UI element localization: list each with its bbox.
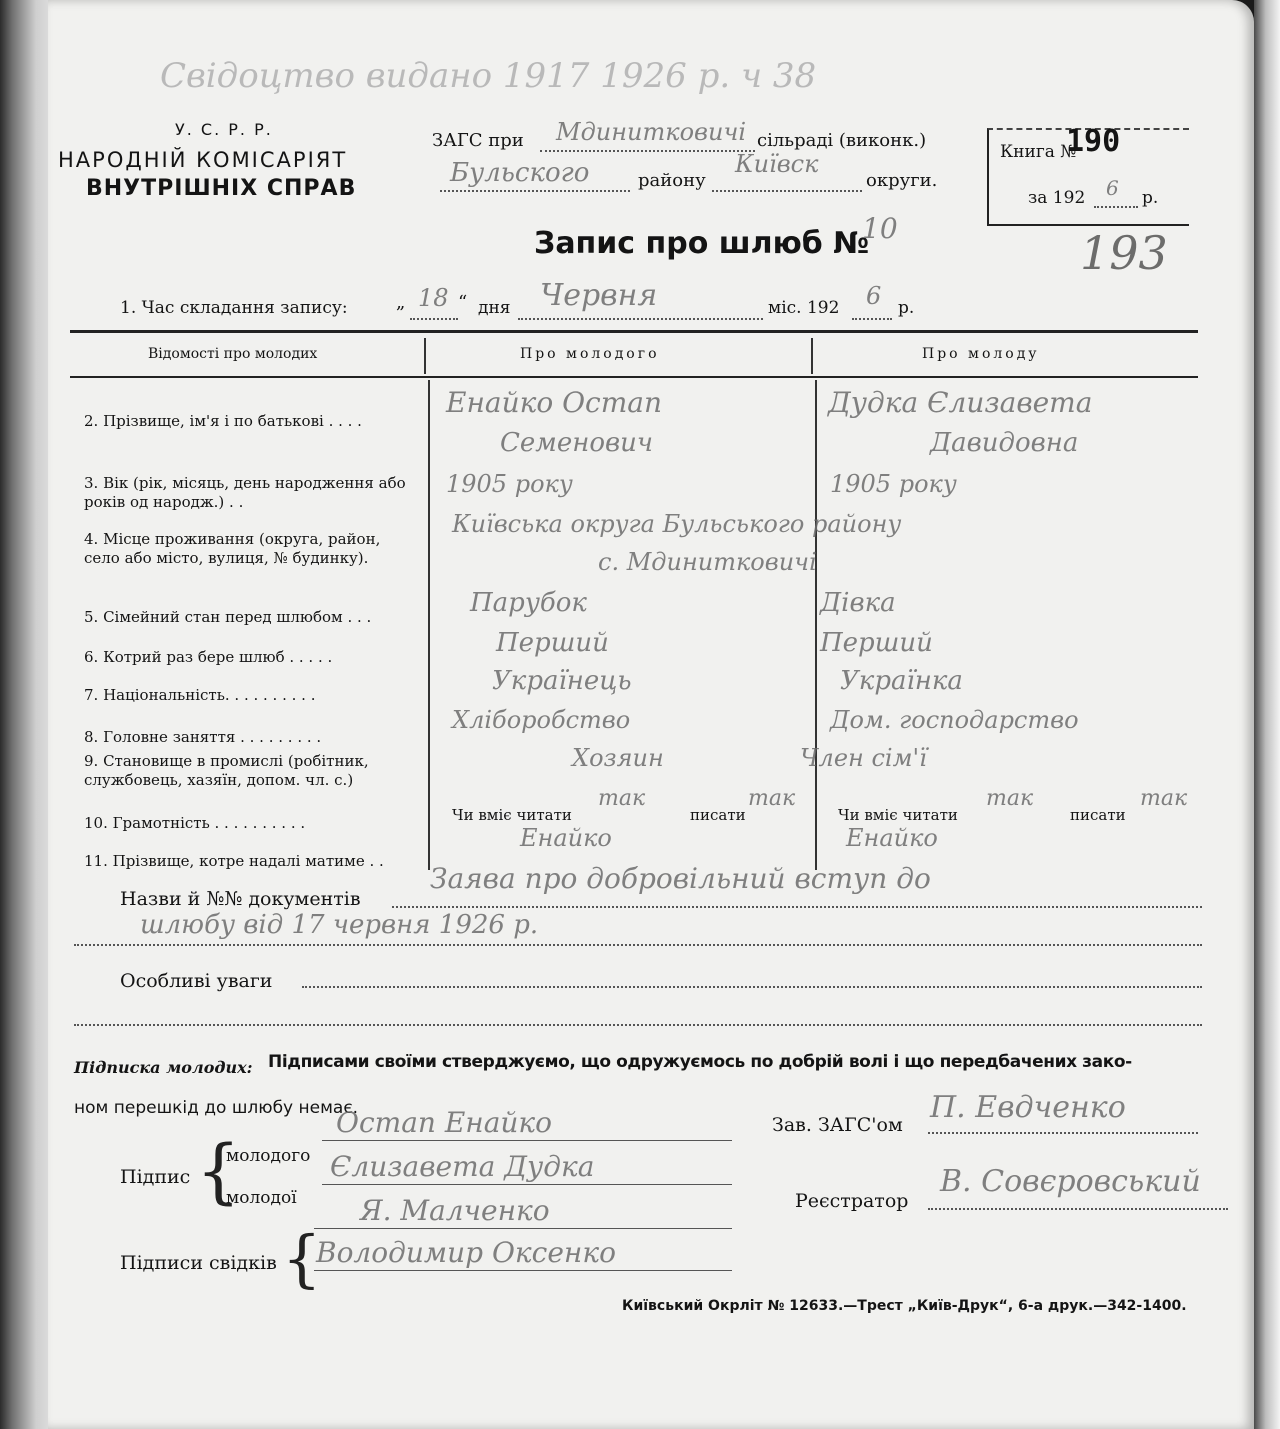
residence-handwritten: Київська округа Бульського району bbox=[452, 510, 902, 538]
item1-month-line bbox=[518, 318, 763, 320]
documents-line-2 bbox=[74, 944, 1202, 946]
zags-village-handwritten: Мдинитковичі bbox=[556, 118, 747, 146]
bride-sign-line bbox=[322, 1184, 732, 1185]
district-label: району bbox=[638, 170, 706, 191]
registrar-signature-handwritten: В. Совєровський bbox=[940, 1164, 1201, 1199]
bride-literacy-write-label: писати bbox=[1070, 806, 1126, 824]
groom-future-surname-handwritten: Енайко bbox=[520, 824, 612, 852]
col-header-bride: Про молоду bbox=[922, 346, 1040, 362]
groom-literacy-read-label: Чи вміє читати bbox=[452, 806, 572, 824]
registrar-line bbox=[928, 1208, 1228, 1210]
documents-handwritten-1: Заява про добровільний вступ до bbox=[430, 862, 931, 895]
bride-signature-handwritten: Єлизавета Дудка bbox=[330, 1150, 595, 1183]
district-handwritten: Бульского bbox=[450, 158, 590, 188]
item1-year-handwritten: 6 bbox=[866, 282, 882, 310]
row-label-marital: 5. Сімейний стан перед шлюбом . . . bbox=[84, 608, 372, 626]
row-label-future-surname: 11. Прізвище, котре надалі матиме . . bbox=[84, 852, 384, 870]
okrug-label: округи. bbox=[866, 170, 938, 191]
sign-brace: { bbox=[196, 1130, 241, 1212]
bride-marital-handwritten: Дівка bbox=[820, 588, 896, 618]
commissariat-label: НАРОДНІЙ КОМІСАРІЯТ bbox=[58, 148, 348, 172]
zags-village-line bbox=[540, 150, 755, 152]
bride-name-handwritten: Дудка Єлизавета bbox=[828, 386, 1093, 419]
faint-top-inscription: Свідоцтво видано 1917 1926 р. ч 38 bbox=[160, 56, 817, 96]
row-label-name: 2. Прізвище, ім'я і по батькові . . . . bbox=[84, 412, 362, 430]
zags-head-signature-handwritten: П. Евдченко bbox=[930, 1090, 1126, 1125]
okrug-line bbox=[712, 190, 862, 192]
groom-sign-line bbox=[322, 1140, 732, 1141]
bride-patronymic-handwritten: Давидовна bbox=[930, 428, 1079, 458]
zags-suffix: сільраді (виконк.) bbox=[757, 130, 927, 151]
table-col-divider-1 bbox=[428, 380, 430, 870]
witnesses-label: Підписи свідків bbox=[120, 1252, 277, 1274]
row-label-nationality: 7. Національність. . . . . . . . . . bbox=[84, 686, 316, 704]
row-label-occupation: 8. Головне заняття . . . . . . . . . bbox=[84, 728, 322, 746]
groom-occupation-handwritten: Хліборобство bbox=[452, 706, 631, 734]
row-label-age: 3. Вік (рік, місяць, день народження або років од народж.) . . bbox=[84, 474, 406, 511]
item1-label: 1. Час складання запису: bbox=[120, 298, 348, 318]
registrar-label: Реєстратор bbox=[795, 1190, 909, 1212]
item1-day-line bbox=[410, 318, 458, 320]
zags-head-label: Зав. ЗАГС'ом bbox=[772, 1114, 903, 1136]
bride-future-surname-handwritten: Енайко bbox=[846, 824, 938, 852]
row-label-times: 6. Котрий раз бере шлюб . . . . . bbox=[84, 648, 333, 666]
zags-prefix: ЗАГС при bbox=[432, 130, 524, 151]
pledge-line-1: Підписами своїми стверджуємо, що одружуємось по добрій волі і що передбачених зако- bbox=[268, 1052, 1132, 1072]
pledge-line-2: ном перешкід до шлюбу немає. bbox=[74, 1098, 359, 1118]
bride-read-handwritten: так bbox=[986, 786, 1034, 811]
item1-quote-open: „ bbox=[396, 292, 406, 313]
table-header-rule bbox=[70, 376, 1198, 378]
groom-sign-label: молодого bbox=[226, 1146, 311, 1166]
groom-read-handwritten: так bbox=[598, 786, 646, 811]
notes-label: Особливі уваги bbox=[120, 970, 273, 992]
internal-affairs-label: ВНУТРІШНІХ СПРАВ bbox=[86, 176, 357, 201]
pledge-lead: Підписка молодих: bbox=[74, 1058, 253, 1077]
documents-label: Назви й №№ документів bbox=[120, 888, 361, 910]
corner-number-handwritten: 193 bbox=[1080, 226, 1168, 280]
table-col-divider-header-2 bbox=[811, 338, 813, 374]
right-page-edge bbox=[1254, 0, 1280, 1429]
witness1-line bbox=[314, 1228, 732, 1229]
record-number-handwritten: 10 bbox=[862, 212, 898, 245]
notes-line-2 bbox=[74, 1024, 1202, 1026]
groom-patronymic-handwritten: Семенович bbox=[500, 428, 654, 458]
groom-age-handwritten: 1905 року bbox=[446, 470, 573, 498]
witness2-signature-handwritten: Володимир Оксенко bbox=[316, 1236, 616, 1269]
row-label-position: 9. Становище в промислі (робітник, службовець, хазяїн, допом. чл. с.) bbox=[84, 752, 369, 789]
witnesses-brace: { bbox=[282, 1222, 322, 1295]
table-col-divider-header-1 bbox=[424, 338, 426, 374]
item1-day-label: дня bbox=[478, 298, 511, 318]
bride-age-handwritten: 1905 року bbox=[830, 470, 957, 498]
documents-line-1 bbox=[392, 906, 1202, 908]
bride-literacy-read-label: Чи вміє читати bbox=[838, 806, 958, 824]
book-year-line bbox=[1094, 206, 1138, 208]
zags-head-line bbox=[928, 1132, 1198, 1134]
groom-name-handwritten: Енайко Остап bbox=[446, 386, 663, 419]
witness1-signature-handwritten: Я. Малченко bbox=[360, 1194, 550, 1227]
book-label: Книга № bbox=[1000, 142, 1077, 162]
notes-line-1 bbox=[302, 986, 1202, 988]
witness2-line bbox=[314, 1270, 732, 1271]
page-title: Запис про шлюб № bbox=[534, 226, 870, 261]
groom-position-handwritten: Хозяин bbox=[572, 744, 664, 772]
bride-position-handwritten: Член сім'ї bbox=[800, 744, 927, 772]
book-number: 190 bbox=[1066, 124, 1121, 159]
bride-occupation-handwritten: Дом. господарство bbox=[830, 706, 1079, 734]
col-header-groom: Про молодого bbox=[520, 346, 660, 362]
item1-quote-close: “ bbox=[458, 292, 468, 313]
district-line bbox=[440, 190, 630, 192]
groom-write-handwritten: так bbox=[748, 786, 796, 811]
row-label-residence: 4. Місце проживання (округа, район, село або місто, вулиця, № будинку). bbox=[84, 530, 381, 567]
item1-year-suffix: р. bbox=[898, 298, 915, 318]
item1-month-label: міс. 192 bbox=[768, 298, 840, 318]
bride-sign-label: молодої bbox=[226, 1188, 297, 1208]
bride-write-handwritten: так bbox=[1140, 786, 1188, 811]
groom-nationality-handwritten: Українець bbox=[492, 666, 632, 696]
printer-imprint: Київський Окрліт № 12633.—Трест „Київ-Друк“, 6-а друк.—342-1400. bbox=[622, 1298, 1187, 1314]
bride-times-handwritten: Перший bbox=[820, 628, 933, 658]
row-label-literacy: 10. Грамотність . . . . . . . . . . bbox=[84, 814, 306, 832]
bride-nationality-handwritten: Українка bbox=[840, 666, 963, 696]
okrug-handwritten: Київск bbox=[735, 150, 819, 178]
groom-times-handwritten: Перший bbox=[496, 628, 609, 658]
village-handwritten: с. Мдинитковичі bbox=[598, 548, 817, 576]
documents-handwritten-2: шлюбу від 17 червня 1926 р. bbox=[140, 910, 539, 940]
item1-year-line bbox=[852, 318, 892, 320]
sign-label: Підпис bbox=[120, 1166, 191, 1188]
table-top-rule bbox=[70, 330, 1198, 333]
book-year-label: за 192 bbox=[1028, 188, 1086, 208]
item1-day-handwritten: 18 bbox=[418, 284, 449, 312]
book-year-suffix: р. bbox=[1142, 188, 1159, 208]
groom-marital-handwritten: Парубок bbox=[470, 588, 587, 618]
groom-literacy-write-label: писати bbox=[690, 806, 746, 824]
ussr-label: У. С. Р. Р. bbox=[175, 120, 273, 139]
col-header-info: Відомості про молодих bbox=[148, 346, 318, 362]
groom-signature-handwritten: Остап Енайко bbox=[336, 1106, 553, 1139]
table-col-divider-2 bbox=[815, 380, 817, 870]
item1-month-handwritten: Червня bbox=[540, 278, 658, 313]
book-year-handwritten: 6 bbox=[1106, 176, 1119, 200]
